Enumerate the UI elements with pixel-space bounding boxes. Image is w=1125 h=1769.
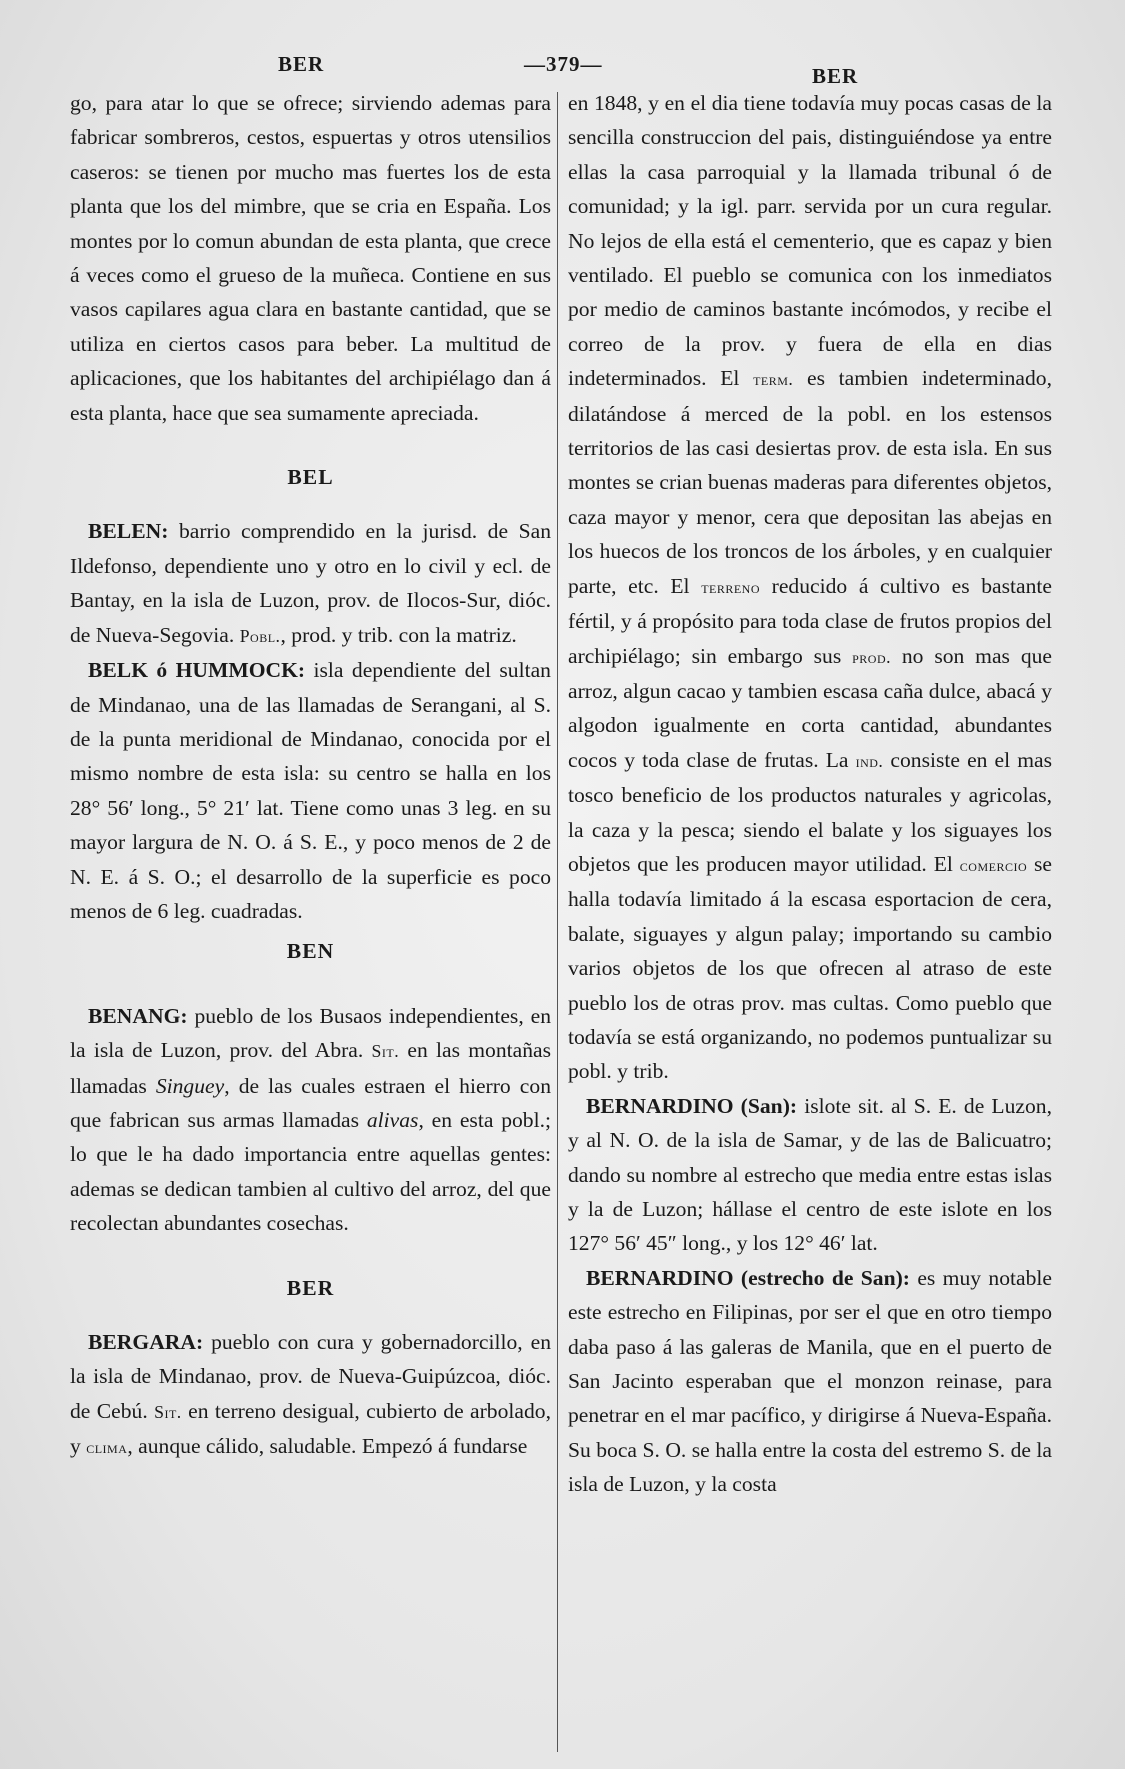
headword: BERGARA: bbox=[88, 1330, 204, 1354]
headword: BELK ó HUMMOCK: bbox=[88, 658, 306, 683]
headword: BELEN: bbox=[88, 519, 169, 544]
left-column bbox=[70, 86, 551, 1465]
headword: BERNARDINO (San): bbox=[586, 1093, 798, 1118]
page-number: —379— bbox=[524, 52, 603, 76]
right-column bbox=[568, 86, 1052, 1502]
entry-benang: BENANG: pueblo de los Busaos independientes, en la isla de Luzon, prov. del Abra. Sit. en las montañas llamadas Singuey, de las cuales estraen el hierro con que fabrican sus armas llamadas alivas, en esta pobl.; lo que le ha dado importancia entre aquellas gentes: ademas se dedican tambien al cultivo del arroz, del que recolectan abundantes cosechas. bbox=[70, 1003, 551, 1236]
paragraph-bergara-continued: en 1848, y en el dia tiene todavía muy pocas casas de la sencilla construccion del pais, distinguiéndose ya entre ellas la casa parroquial y la llamada tribunal ó de comunidad; y la igl. parr. servida por un cura regular. No lejos de ella está el cementerio, que es capaz y bien ventilado. El pueblo se comunica con los inmediatos por medio de caminos bastante incómodos, y recibe el correo de la prov. y fuera de ella en dias indeterminados. El term. es tambien indeterminado, dilatándose á merced de la pobl. en los estensos territorios de las casi desiertas prov. de esta isla. En sus montes se crian buenas maderas para diferentes objetos, caza mayor y menor, cera que depositan las abejas en los huecos de los troncos de los árboles, y en cualquier parte, etc. El terreno reducido á cultivo es bastante fértil, y á propósito para toda clase de frutos propios del archipiélago; sin embargo sus prod. no son mas que arroz, algun cacao y tambien escasa caña dulce, abacá y algodon igualmente en corta cantidad, abundantes cocos y toda clase de frutas. La ind. consiste en el mas tosco beneficio de los productos naturales y agricolas, la caza y la pesca; siendo el balate y los siguayes los objetos que les producen mayor utilidad. El comercio se halla todavía limitado á la escasa esportacion de cera, balate, siguayes y algun palay; importando su cambio varios objetos de los que ofrecen al atraso de este pueblo los de otras prov. mas cultas. Como pueblo que todavía se está organizando, no podemos puntualizar su pobl. y trib. bbox=[568, 91, 1052, 1084]
entry-belen: BELEN: barrio comprendido en la jurisd. de San Ildefonso, dependiente uno y otro en lo civil y ecl. de Bantay, en la isla de Luzon, prov. de Ilocos-Sur, dióc. de Nueva-Segovia. Pobl., prod. y trib. con la matriz. bbox=[70, 519, 551, 647]
entry-bergara: BERGARA: pueblo con cura y gobernadorcillo, en la isla de Mindanao, prov. de Nueva-Guipúzcoa, dióc. de Cebú. Sit. en terreno desigual, cubierto de arbolado, y clima, aunque cálido, saludable. Empezó á fundarse bbox=[70, 1330, 551, 1459]
running-head-right: BER bbox=[812, 64, 859, 88]
headword: BENANG: bbox=[88, 1003, 188, 1028]
running-head-left: BER bbox=[278, 52, 325, 76]
entry-bernardino-san: BERNARDINO (San): islote sit. al S. E. de Luzon, y al N. O. de la isla de Samar, y de las de Balicuatro; dando su nombre al estrecho que media entre estas islas y la de Luzon; hállase el centro de este islote en los 127° 56′ 45″ long., y los 12° 46′ lat. bbox=[568, 1093, 1052, 1256]
paragraph-continuation: go, para atar lo que se ofrece; sirviendo ademas para fabricar sombreros, cestos, espuertas y otros utensilios caseros: se tienen por mucho mas fuertes los de esta planta que los del mimbre, que se cria en España. Los montes por lo comun abundan de esta planta, que crece á veces como el grueso de la muñeca. Contiene en sus vasos capilares agua clara en bastante cantidad, que se utiliza en ciertos casos para beber. La multitud de aplicaciones, que los habitantes del archipiélago dan á esta planta, hace que sea sumamente apreciada. bbox=[70, 91, 551, 425]
section-heading-bel: BEL bbox=[287, 465, 334, 490]
entry-belk: BELK ó HUMMOCK: isla dependiente del sultan de Mindanao, una de las llamadas de Serangani, al S. de la punta meridional de Mindanao, conocida por el mismo nombre de esta isla: su centro se halla en los 28° 56′ long., 5° 21′ lat. Tiene como unas 3 leg. en su mayor largura de N. O. á S. E., y poco menos de 2 de N. E. á S. O.; el desarrollo de la superficie es poco menos de 6 leg. cuadradas. bbox=[70, 658, 551, 923]
section-heading-ber: BER bbox=[286, 1275, 335, 1300]
column-divider bbox=[557, 92, 558, 1752]
headword: BERNARDINO (estrecho de San): bbox=[586, 1265, 910, 1290]
section-heading-ben: BEN bbox=[286, 939, 335, 964]
entry-bernardino-estrecho: BERNARDINO (estrecho de San): es muy notable este estrecho en Filipinas, por ser el que en otro tiempo daba paso á las galeras de Manila, que en el puerto de San Jacinto esperaban que el monzon reinase, para penetrar en el mar pacífico, y dirigirse á Nueva-España. Su boca S. O. se halla entre la costa del estremo S. de la isla de Luzon, y la costa bbox=[568, 1265, 1052, 1497]
